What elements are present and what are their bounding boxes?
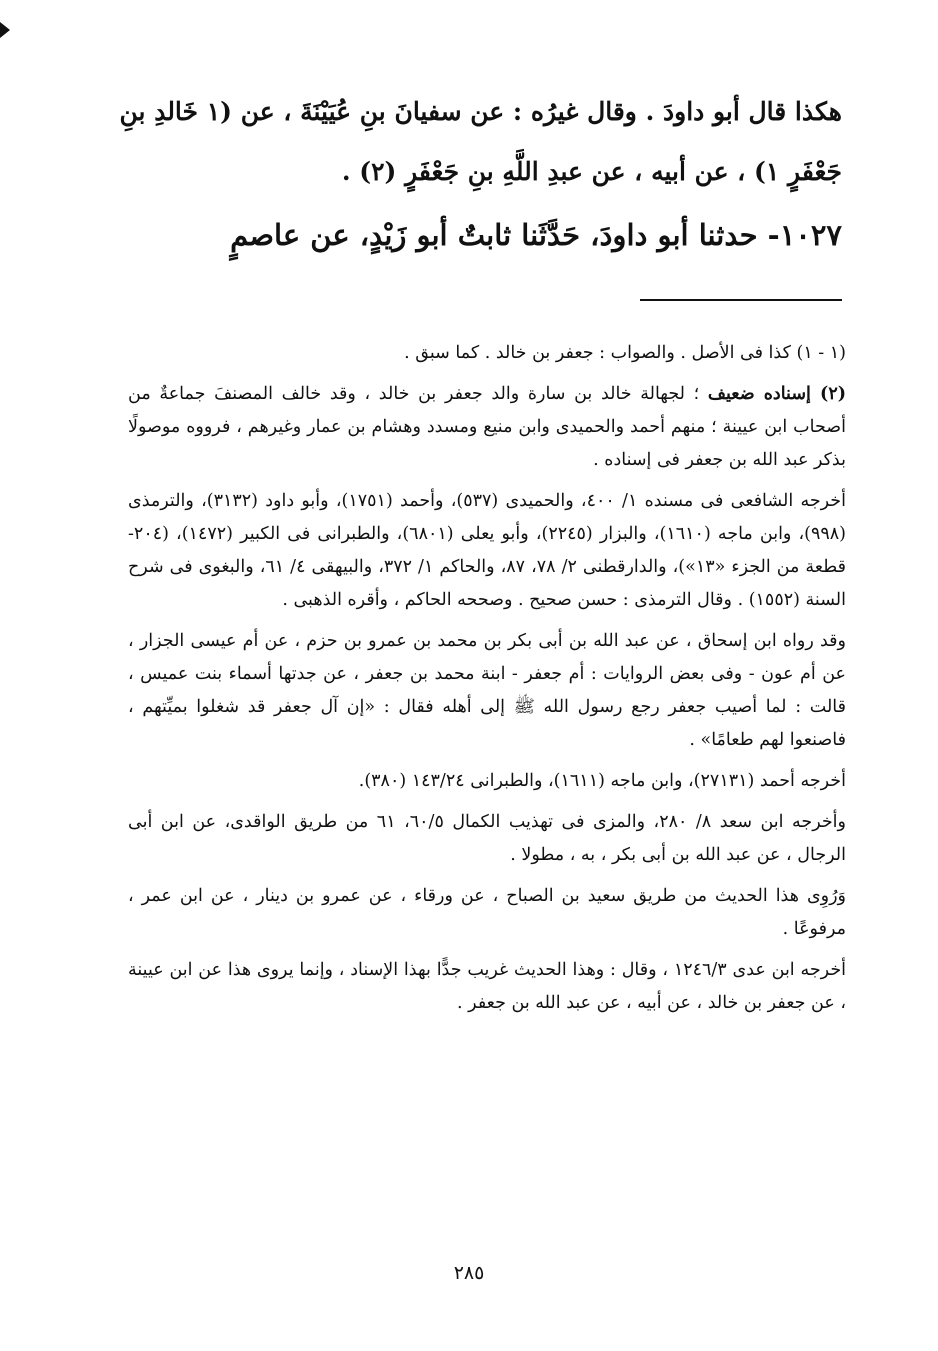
page-number: ٢٨٥ bbox=[453, 1262, 485, 1284]
footnote-2-text: ؛ لجهالة خالد بن سارة والد جعفر بن خالد ، وقد خالف المصنفَ جماعةٌ من أصحاب ابن عيينة ؛ منهم أحمد والحميدى وابن منيع ومسدد وهشام بن عمار وغيرهم ، فرووه موصولًا بذكر عبد الله بن جعفر فى إسناده . bbox=[128, 384, 846, 470]
footnote-2-label: (٢) إسناده ضعيف bbox=[707, 384, 846, 404]
footnote-paragraph-ibn-ishaq: وقد رواه ابن إسحاق ، عن عبد الله بن أبى بكر بن محمد بن عمرو بن حزم ، عن أم عيسى الجزار ، عن أم عون - وفى بعض الروايات : أم جعفر - ابنة محمد بن جعفر ، عن جدتها أسماء بنت عميس ، قالت : لما أصيب جعفر رجع رسول الله ﷺ إلى أهله فقال : «إن آل جعفر قد شغلوا بميِّتهم ، فاصنعوا لهم طعامًا» . bbox=[128, 631, 846, 750]
footnote-paragraph-ibn-umar: وَرُوِى هذا الحديث من طريق سعيد بن الصباح ، عن ورقاء ، عن عمرو بن دينار ، عن ابن عمر ، مرفوعًا . bbox=[128, 886, 846, 939]
footnotes bbox=[128, 337, 846, 1028]
main-text bbox=[118, 82, 842, 202]
footnote-separator bbox=[640, 299, 842, 301]
footnote-paragraph-takhrij: أخرجه الشافعى فى مسنده ١/ ٤٠٠، والحميدى (٥٣٧)، وأحمد (١٧٥١)، وأبو داود (٣١٣٢)، والترمذى (٩٩٨)، وابن ماجه (١٦١٠)، والبزار (٢٢٤٥)، وأبو يعلى (٦٨٠١)، والطبرانى فى الكبير (١٤٧٢)، (٢٠٤- قطعة من الجزء «١٣»)، والدارقطنى ٢/ ٧٨، ٨٧، والحاكم ١/ ٣٧٢، والبيهقى ٤/ ٦١، والبغوى فى شرح السنة (١٥٥٢) . وقال الترمذى : حسن صحيح . وصححه الحاكم ، وأقره الذهبى . bbox=[128, 491, 846, 610]
corner-mark bbox=[0, 0, 12, 40]
hadith-number: ١٠٢٧- bbox=[767, 218, 842, 252]
main-line-1: هكذا قال أبو داودَ . وقال غيرُه : عن سفيانَ بنِ عُيَيْنَةَ ، عن (١ خَالدِ بنِ bbox=[119, 97, 842, 126]
main-line-2: جَعْفَرٍ ١) ، عن أبيه ، عن عبدِ اللَّهِ بنِ جَعْفَرٍ (٢) . bbox=[341, 157, 842, 186]
footnote-paragraph-ibn-adi: أخرجه ابن عدى ١٢٤٦/٣ ، وقال : وهذا الحديث غريب جدًّا بهذا الإسناد ، وإنما يروى هذا عن ابن عيينة ، عن جعفر بن خالد ، عن أبيه ، عن عبد الله بن جعفر . bbox=[128, 960, 846, 1013]
footnote-2 bbox=[128, 378, 846, 477]
footnote-paragraph-ahmad: أخرجه أحمد (٢٧١٣١)، وابن ماجه (١٦١١)، والطبرانى ١٤٣/٢٤ (٣٨٠). bbox=[358, 771, 846, 791]
footnote-paragraph-ibn-saad: وأخرجه ابن سعد ٨/ ٢٨٠، والمزى فى تهذيب الكمال ٦٠/٥، ٦١ من طريق الواقدى، عن ابن أبى الرجال ، عن عبد الله بن أبى بكر ، به ، مطولا . bbox=[128, 812, 846, 865]
hadith-heading bbox=[118, 205, 842, 265]
hadith-text: حدثنا أبو داودَ، حَدَّثَنا ثابتٌ أبو زَيْدٍ، عن عاصمٍ bbox=[230, 218, 758, 252]
footnote-1: (١ - ١) كذا فى الأصل . والصواب : جعفر بن خالد . كما سبق . bbox=[404, 343, 846, 363]
